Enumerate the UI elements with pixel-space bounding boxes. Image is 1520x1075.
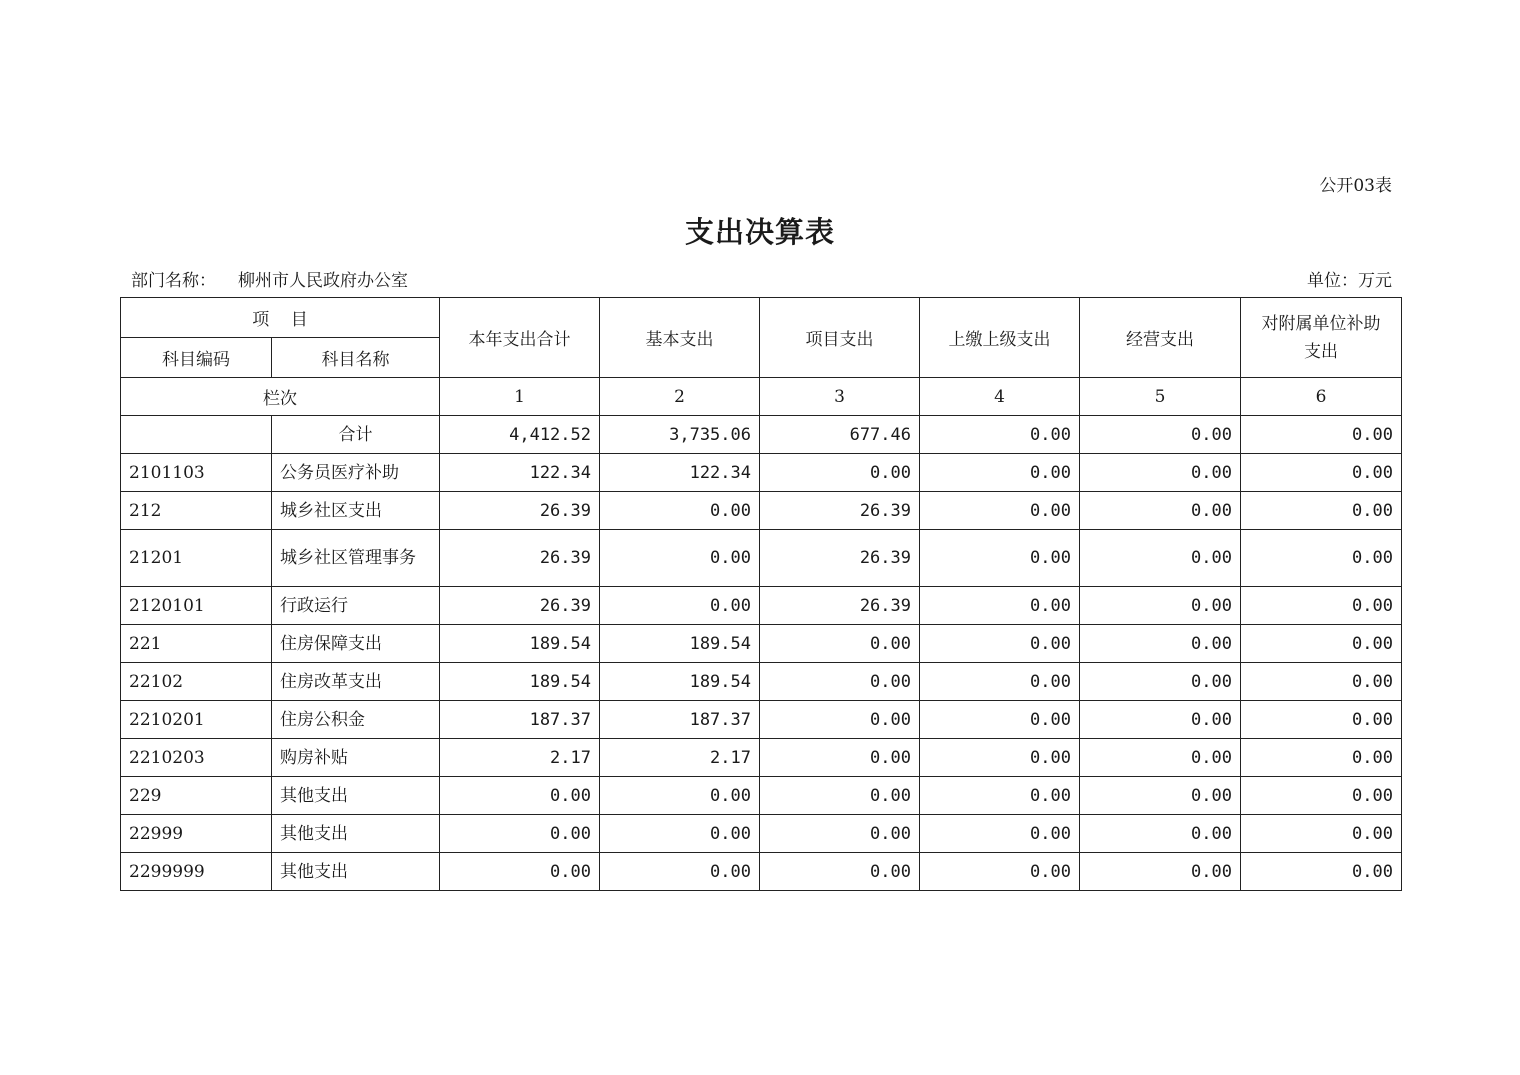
amount-cell: 0.00 — [600, 492, 760, 530]
subject-name: 行政运行 — [272, 587, 440, 625]
amount-cell: 0.00 — [920, 587, 1080, 625]
table-row — [121, 739, 1402, 777]
subject-code: 21201 — [121, 530, 272, 587]
table-row — [121, 587, 1402, 625]
amount-cell: 0.00 — [600, 777, 760, 815]
amount-cell: 0.00 — [1241, 853, 1402, 891]
subject-name: 住房改革支出 — [272, 663, 440, 701]
subject-code: 2120101 — [121, 587, 272, 625]
amount-cell: 0.00 — [920, 530, 1080, 587]
amount-cell: 0.00 — [600, 587, 760, 625]
subject-name: 其他支出 — [272, 815, 440, 853]
amount-cell: 0.00 — [920, 492, 1080, 530]
amount-cell: 3,735.06 — [600, 416, 760, 454]
amount-cell: 0.00 — [1241, 701, 1402, 739]
amount-cell: 0.00 — [920, 777, 1080, 815]
subject-code — [121, 416, 272, 454]
amount-cell: 0.00 — [1080, 853, 1241, 891]
amount-cell: 0.00 — [1241, 815, 1402, 853]
subject-code: 22999 — [121, 815, 272, 853]
department-name: 柳州市人民政府办公室 — [238, 271, 408, 291]
form-number: 公开03表 — [1319, 176, 1392, 196]
page-title: 支出决算表 — [684, 215, 835, 249]
amount-cell: 0.00 — [1080, 701, 1241, 739]
table-row — [121, 815, 1402, 853]
col-number: 2 — [600, 378, 760, 416]
amount-cell: 2.17 — [600, 739, 760, 777]
table-row — [121, 416, 1402, 454]
amount-cell: 0.00 — [1241, 777, 1402, 815]
amount-cell: 122.34 — [600, 454, 760, 492]
header-name: 科目名称 — [272, 338, 440, 378]
amount-cell: 0.00 — [920, 663, 1080, 701]
amount-cell: 189.54 — [440, 663, 600, 701]
header-project: 项目支出 — [760, 298, 920, 378]
subject-name: 购房补贴 — [272, 739, 440, 777]
expenditure-table — [120, 297, 1402, 891]
amount-cell: 0.00 — [920, 454, 1080, 492]
amount-cell: 0.00 — [760, 454, 920, 492]
amount-cell: 677.46 — [760, 416, 920, 454]
amount-cell: 0.00 — [1241, 739, 1402, 777]
table-row — [121, 663, 1402, 701]
amount-cell: 0.00 — [1241, 492, 1402, 530]
amount-cell: 0.00 — [1080, 625, 1241, 663]
amount-cell: 26.39 — [440, 492, 600, 530]
amount-cell: 0.00 — [760, 777, 920, 815]
amount-cell: 26.39 — [440, 530, 600, 587]
amount-cell: 0.00 — [760, 739, 920, 777]
amount-cell: 0.00 — [440, 853, 600, 891]
department-line — [131, 266, 408, 291]
subject-name: 合计 — [272, 416, 440, 454]
amount-cell: 0.00 — [1080, 739, 1241, 777]
subject-name: 公务员医疗补助 — [272, 454, 440, 492]
subject-name: 城乡社区支出 — [272, 492, 440, 530]
amount-cell: 0.00 — [1241, 587, 1402, 625]
subject-name: 其他支出 — [272, 777, 440, 815]
header-subsidy: 对附属单位补助支出 — [1241, 298, 1402, 378]
amount-cell: 0.00 — [600, 815, 760, 853]
amount-cell: 4,412.52 — [440, 416, 600, 454]
amount-cell: 189.54 — [600, 663, 760, 701]
col-number: 6 — [1241, 378, 1402, 416]
unit-label: 单位：万元 — [1307, 271, 1392, 291]
subject-code: 212 — [121, 492, 272, 530]
amount-cell: 0.00 — [920, 701, 1080, 739]
subject-name: 住房保障支出 — [272, 625, 440, 663]
amount-cell: 26.39 — [760, 530, 920, 587]
amount-cell: 0.00 — [440, 815, 600, 853]
table-row — [121, 454, 1402, 492]
amount-cell: 187.37 — [600, 701, 760, 739]
amount-cell: 0.00 — [1080, 492, 1241, 530]
subject-code: 2210201 — [121, 701, 272, 739]
amount-cell: 122.34 — [440, 454, 600, 492]
amount-cell: 26.39 — [440, 587, 600, 625]
table-row — [121, 853, 1402, 891]
amount-cell: 0.00 — [1241, 454, 1402, 492]
header-business: 经营支出 — [1080, 298, 1241, 378]
amount-cell: 0.00 — [760, 815, 920, 853]
amount-cell: 0.00 — [760, 663, 920, 701]
amount-cell: 0.00 — [760, 625, 920, 663]
header-basic: 基本支出 — [600, 298, 760, 378]
row-number-label: 栏次 — [121, 378, 440, 416]
amount-cell: 0.00 — [440, 777, 600, 815]
subject-code: 221 — [121, 625, 272, 663]
amount-cell: 2.17 — [440, 739, 600, 777]
amount-cell: 189.54 — [600, 625, 760, 663]
amount-cell: 189.54 — [440, 625, 600, 663]
amount-cell: 0.00 — [1080, 530, 1241, 587]
amount-cell: 187.37 — [440, 701, 600, 739]
amount-cell: 0.00 — [920, 416, 1080, 454]
amount-cell: 0.00 — [920, 853, 1080, 891]
table-row — [121, 625, 1402, 663]
amount-cell: 0.00 — [1241, 416, 1402, 454]
amount-cell: 0.00 — [1080, 663, 1241, 701]
amount-cell: 0.00 — [1080, 777, 1241, 815]
amount-cell: 0.00 — [1080, 815, 1241, 853]
header-code: 科目编码 — [121, 338, 272, 378]
amount-cell: 0.00 — [1080, 454, 1241, 492]
subject-code: 229 — [121, 777, 272, 815]
amount-cell: 0.00 — [920, 739, 1080, 777]
amount-cell: 0.00 — [760, 701, 920, 739]
amount-cell: 0.00 — [920, 625, 1080, 663]
subject-name: 城乡社区管理事务 — [272, 530, 440, 587]
amount-cell: 0.00 — [920, 815, 1080, 853]
header-item: 项 目 — [121, 298, 440, 338]
table-row — [121, 530, 1402, 587]
header-total: 本年支出合计 — [440, 298, 600, 378]
subject-name: 住房公积金 — [272, 701, 440, 739]
amount-cell: 0.00 — [600, 530, 760, 587]
amount-cell: 26.39 — [760, 587, 920, 625]
department-label: 部门名称： — [131, 271, 216, 291]
col-number: 5 — [1080, 378, 1241, 416]
header-remit: 上缴上级支出 — [920, 298, 1080, 378]
col-number: 4 — [920, 378, 1080, 416]
amount-cell: 0.00 — [1080, 416, 1241, 454]
amount-cell: 0.00 — [600, 853, 760, 891]
subject-code: 2101103 — [121, 454, 272, 492]
amount-cell: 0.00 — [1080, 587, 1241, 625]
table-row — [121, 701, 1402, 739]
amount-cell: 0.00 — [1241, 625, 1402, 663]
table-row — [121, 492, 1402, 530]
col-number: 3 — [760, 378, 920, 416]
amount-cell: 26.39 — [760, 492, 920, 530]
amount-cell: 0.00 — [1241, 663, 1402, 701]
amount-cell: 0.00 — [1241, 530, 1402, 587]
amount-cell: 0.00 — [760, 853, 920, 891]
table-row — [121, 777, 1402, 815]
subject-code: 22102 — [121, 663, 272, 701]
col-number: 1 — [440, 378, 600, 416]
subject-code: 2210203 — [121, 739, 272, 777]
subject-name: 其他支出 — [272, 853, 440, 891]
subject-code: 2299999 — [121, 853, 272, 891]
